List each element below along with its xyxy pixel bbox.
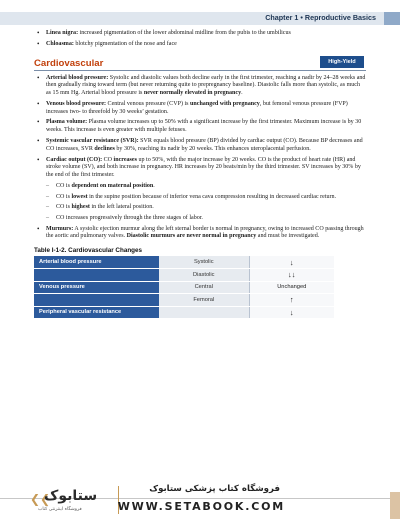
table-row [34,256,334,269]
header-tab-block [384,12,400,25]
chapter-name: Reproductive Basics [304,13,376,22]
co-sub-item: – CO is highest in the left lateral position. [34,204,366,212]
chapter-title [265,13,376,22]
bullet-svr: • Systemic vascular resistance (SVR): SVR equals blood pressure (BP) divided by cardiac output (CO). Because BP decreases and CO increases, SVR declines by 30%, reaching its nadir by 20 weeks. This enhances uteroplacental perfusion. [34,138,366,153]
running-header [0,12,400,25]
row-sublabel [159,306,249,319]
high-yield-badge: High-Yield [320,56,364,68]
chevron-icon: ❮❮ [30,492,51,506]
row-value: ↓ [249,306,334,319]
co-sub-item: – CO increases progressively through the three stages of labor. [34,215,366,223]
bullet-arterial-bp: • Arterial blood pressure: Systolic and diastolic values both decline early in the first trimester, reaching a nadir by 24–28 weeks and then gradually rising toward term (but never returning quite to prepregnancy baseline). Diastolic falls more than systolic, as much as 15 mm Hg. Arterial blood pressure is never normally elevated in pregnancy. [34,75,366,98]
row-label: Venous pressure [34,281,159,294]
setabook-logo[interactable] [30,486,110,516]
bullet-murmurs: • Murmurs: A systolic ejection murmur along the left sternal border is normal in pregnancy, owing to increased CO passing through the aortic and pulmonary valves. Diastolic murmurs are never normal in pregnancy and must be investigated. [34,226,366,241]
bullet-linea-nigra: • Linea nigra: increased pigmentation of the lower abdominal midline from the pubis to the umbilicus [34,30,366,38]
row-label [34,294,159,307]
row-label: Arterial blood pressure [34,256,159,269]
chapter-number: Chapter 1 [265,13,299,22]
table-row [34,281,334,294]
row-value: ↓ [249,256,334,269]
section-heading [34,58,366,71]
section-title: Cardiovascular [34,57,104,69]
bullet-plasma-volume: • Plasma volume: Plasma volume increases up to 50% with a significant increase by the first trimester. Maximum increase is by 30 weeks. This increase is even greater with multiple fetuses. [34,119,366,134]
store-title: فروشگاه کتاب پزشکی ستابوک [149,484,280,494]
bullet-chloasma: • Chloasma: blotchy pigmentation of the nose and face [34,41,366,49]
row-sublabel: Diastolic [159,269,249,282]
co-sub-item: – CO is dependent on maternal position. [34,183,366,191]
row-label: Peripheral vascular resistance [34,306,159,319]
row-value: ↑ [249,294,334,307]
website-link[interactable]: WWW.SETABOOK.COM [117,500,285,513]
table-row [34,294,334,307]
logo-wordmark: ستابوک [44,488,98,504]
cardiovascular-changes-table [34,256,334,319]
row-sublabel: Systolic [159,256,249,269]
logo-tagline: فروشگاه اینترنتی کتاب [38,507,82,512]
footer-accent-bar [390,492,400,519]
table-caption: Table I-1-2. Cardiovascular Changes [34,247,143,255]
bullet-cardiac-output: • Cardiac output (CO): CO increases up to 50%, with the major increase by 20 weeks. CO is the product of heart rate (HR) and stroke volume (SV), and both increase in pregnancy. HR increases by 20 beats/min by the third trimester. SV increases by 30% by the end of the first trimester. [34,157,366,180]
row-sublabel: Central [159,281,249,294]
page-content [34,30,366,319]
table-row [34,269,334,282]
bullet-venous-bp: • Venous blood pressure: Central venous pressure (CVP) is unchanged with pregnancy, but femoral venous pressure (FVP) increases two- to threefold by 30 weeks’ gestation. [34,101,366,116]
row-sublabel: Femoral [159,294,249,307]
header-separator: • [300,13,303,22]
row-label [34,269,159,282]
row-value: Unchanged [249,281,334,294]
section-rule [34,70,366,71]
table-row [34,306,334,319]
co-sub-item: – CO is lowest in the supine position because of inferior vena cava compression resulting in decreased cardiac return. [34,194,366,202]
row-value: ↓↓ [249,269,334,282]
